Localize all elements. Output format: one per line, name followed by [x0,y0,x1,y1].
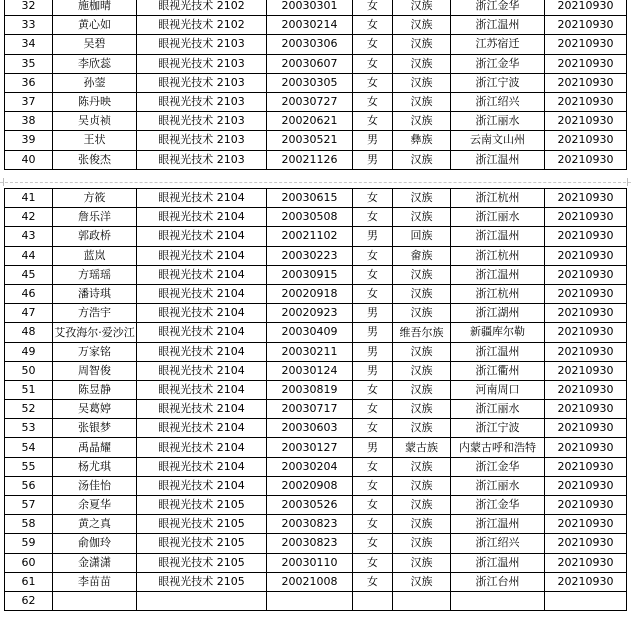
enroll-date-cell: 20210930 [545,572,627,591]
name-cell: 方筱 [53,189,137,208]
table-row [5,54,627,73]
gender-cell: 女 [353,189,393,208]
enroll-date-cell: 20210930 [545,227,627,246]
birthdate-cell: 20030110 [267,553,353,572]
gender-cell: 女 [353,419,393,438]
ethnicity-cell: 汉族 [393,150,451,169]
table-row [5,572,627,591]
seq-cell: 59 [5,534,53,553]
enroll-date-cell: 20210930 [545,92,627,111]
name-cell: 周智俊 [53,361,137,380]
page-break-line [0,182,631,183]
birthdate-cell: 20030508 [267,208,353,227]
seq-cell: 38 [5,112,53,131]
birthdate-cell [267,591,353,610]
name-cell: 艾孜海尔·爱沙江 [53,323,137,342]
table-row [5,591,627,610]
origin-cell: 浙江丽水 [451,208,545,227]
gender-cell: 女 [353,246,393,265]
ethnicity-cell: 汉族 [393,16,451,35]
class-cell: 眼视光技术 2104 [137,304,267,323]
table-row [5,189,627,208]
origin-cell: 浙江温州 [451,150,545,169]
seq-cell: 41 [5,189,53,208]
class-cell: 眼视光技术 2104 [137,246,267,265]
seq-cell: 46 [5,284,53,303]
seq-cell: 35 [5,54,53,73]
seq-cell: 57 [5,496,53,515]
table-row [5,131,627,150]
class-cell: 眼视光技术 2103 [137,92,267,111]
name-cell: 杨尤琪 [53,457,137,476]
enroll-date-cell: 20210930 [545,380,627,399]
class-cell [137,591,267,610]
ethnicity-cell: 汉族 [393,0,451,16]
gender-cell: 女 [353,457,393,476]
origin-cell: 河南周口 [451,380,545,399]
origin-cell: 浙江金华 [451,457,545,476]
enroll-date-cell: 20210930 [545,553,627,572]
birthdate-cell: 20030727 [267,92,353,111]
ethnicity-cell: 汉族 [393,35,451,54]
enroll-date-cell: 20210930 [545,342,627,361]
table-row [5,553,627,572]
table-row [5,150,627,169]
ethnicity-cell: 汉族 [393,572,451,591]
gender-cell: 男 [353,361,393,380]
student-table-bottom [4,188,627,611]
class-cell: 眼视光技术 2104 [137,284,267,303]
class-cell: 眼视光技术 2105 [137,572,267,591]
ethnicity-cell: 汉族 [393,476,451,495]
name-cell: 吴葛婷 [53,400,137,419]
birthdate-cell: 20021008 [267,572,353,591]
gender-cell: 女 [353,572,393,591]
gender-cell: 男 [353,227,393,246]
class-cell: 眼视光技术 2105 [137,553,267,572]
origin-cell: 浙江温州 [451,227,545,246]
birthdate-cell: 20030204 [267,457,353,476]
ethnicity-cell: 汉族 [393,553,451,572]
seq-cell: 53 [5,419,53,438]
table-row [5,534,627,553]
origin-cell: 浙江绍兴 [451,534,545,553]
ethnicity-cell: 汉族 [393,515,451,534]
class-cell: 眼视光技术 2104 [137,361,267,380]
table-row [5,476,627,495]
seq-cell: 62 [5,591,53,610]
class-cell: 眼视光技术 2103 [137,112,267,131]
ethnicity-cell: 蒙古族 [393,438,451,457]
class-cell: 眼视光技术 2102 [137,0,267,16]
page-corner-mark-left [3,178,14,186]
origin-cell: 浙江丽水 [451,400,545,419]
class-cell: 眼视光技术 2104 [137,419,267,438]
name-cell: 金潇潇 [53,553,137,572]
enroll-date-cell: 20210930 [545,304,627,323]
origin-cell: 浙江衢州 [451,361,545,380]
origin-cell: 江苏宿迁 [451,35,545,54]
class-cell: 眼视光技术 2103 [137,73,267,92]
seq-cell: 34 [5,35,53,54]
origin-cell: 浙江杭州 [451,246,545,265]
ethnicity-cell: 汉族 [393,265,451,284]
gender-cell: 女 [353,515,393,534]
gender-cell: 女 [353,284,393,303]
enroll-date-cell: 20210930 [545,476,627,495]
class-cell: 眼视光技术 2103 [137,131,267,150]
class-cell: 眼视光技术 2104 [137,323,267,342]
ethnicity-cell: 畲族 [393,246,451,265]
origin-cell: 浙江温州 [451,342,545,361]
seq-cell: 61 [5,572,53,591]
gender-cell: 男 [353,438,393,457]
ethnicity-cell: 汉族 [393,189,451,208]
enroll-date-cell [545,591,627,610]
name-cell: 陈丹映 [53,92,137,111]
origin-cell: 浙江温州 [451,515,545,534]
enroll-date-cell: 20210930 [545,189,627,208]
birthdate-cell: 20030305 [267,73,353,92]
seq-cell: 43 [5,227,53,246]
enroll-date-cell: 20210930 [545,16,627,35]
table-row [5,284,627,303]
enroll-date-cell: 20210930 [545,54,627,73]
gender-cell: 女 [353,496,393,515]
enroll-date-cell: 20210930 [545,419,627,438]
enroll-date-cell: 20210930 [545,534,627,553]
gender-cell: 女 [353,92,393,111]
origin-cell: 浙江湖州 [451,304,545,323]
ethnicity-cell: 维吾尔族 [393,323,451,342]
gender-cell: 女 [353,265,393,284]
birthdate-cell: 20020923 [267,304,353,323]
origin-cell: 浙江金华 [451,496,545,515]
origin-cell: 浙江宁波 [451,73,545,92]
origin-cell: 浙江金华 [451,0,545,16]
ethnicity-cell: 汉族 [393,284,451,303]
gender-cell: 女 [353,54,393,73]
ethnicity-cell: 汉族 [393,208,451,227]
class-cell: 眼视光技术 2104 [137,189,267,208]
birthdate-cell: 20030603 [267,419,353,438]
enroll-date-cell: 20210930 [545,400,627,419]
seq-cell: 39 [5,131,53,150]
gender-cell: 女 [353,400,393,419]
seq-cell: 55 [5,457,53,476]
birthdate-cell: 20021126 [267,150,353,169]
gender-cell: 女 [353,16,393,35]
ethnicity-cell: 汉族 [393,400,451,419]
seq-cell: 44 [5,246,53,265]
enroll-date-cell: 20210930 [545,438,627,457]
ethnicity-cell: 彝族 [393,131,451,150]
name-cell: 汤佳怡 [53,476,137,495]
table-row [5,112,627,131]
ethnicity-cell: 汉族 [393,92,451,111]
table-row [5,246,627,265]
enroll-date-cell: 20210930 [545,515,627,534]
seq-cell: 40 [5,150,53,169]
gender-cell: 女 [353,553,393,572]
table-row [5,35,627,54]
table-row [5,361,627,380]
ethnicity-cell: 汉族 [393,496,451,515]
gender-cell: 女 [353,73,393,92]
origin-cell: 浙江台州 [451,572,545,591]
ethnicity-cell [393,591,451,610]
birthdate-cell: 20030211 [267,342,353,361]
name-cell: 陈昱静 [53,380,137,399]
name-cell: 吴贞祯 [53,112,137,131]
ethnicity-cell: 汉族 [393,419,451,438]
name-cell: 张银梦 [53,419,137,438]
birthdate-cell: 20030915 [267,265,353,284]
class-cell: 眼视光技术 2103 [137,54,267,73]
gender-cell: 男 [353,323,393,342]
seq-cell: 36 [5,73,53,92]
origin-cell [451,591,545,610]
enroll-date-cell: 20210930 [545,150,627,169]
origin-cell: 新疆库尔勒 [451,323,545,342]
ethnicity-cell: 汉族 [393,112,451,131]
gender-cell: 男 [353,342,393,361]
table-row [5,380,627,399]
page-corner-mark-right [617,178,628,186]
table-row [5,16,627,35]
table-row [5,323,627,342]
seq-cell: 49 [5,342,53,361]
origin-cell: 云南文山州 [451,131,545,150]
gender-cell: 男 [353,304,393,323]
birthdate-cell: 20030409 [267,323,353,342]
birthdate-cell: 20030823 [267,515,353,534]
name-cell: 禹晶耀 [53,438,137,457]
name-cell: 万家铭 [53,342,137,361]
seq-cell: 45 [5,265,53,284]
origin-cell: 浙江杭州 [451,284,545,303]
name-cell: 黄之真 [53,515,137,534]
name-cell: 施枷晴 [53,0,137,16]
origin-cell: 内蒙古呼和浩特 [451,438,545,457]
name-cell [53,591,137,610]
origin-cell: 浙江温州 [451,16,545,35]
name-cell: 余夏华 [53,496,137,515]
class-cell: 眼视光技术 2104 [137,476,267,495]
origin-cell: 浙江宁波 [451,419,545,438]
name-cell: 蓝岚 [53,246,137,265]
birthdate-cell: 20030223 [267,246,353,265]
birthdate-cell: 20030615 [267,189,353,208]
table-row [5,304,627,323]
table-row [5,92,627,111]
class-cell: 眼视光技术 2103 [137,150,267,169]
enroll-date-cell: 20210930 [545,73,627,92]
student-table-top [4,0,627,170]
class-cell: 眼视光技术 2104 [137,265,267,284]
seq-cell: 33 [5,16,53,35]
gender-cell: 女 [353,208,393,227]
enroll-date-cell: 20210930 [545,496,627,515]
birthdate-cell: 20020621 [267,112,353,131]
ethnicity-cell: 汉族 [393,342,451,361]
ethnicity-cell: 汉族 [393,457,451,476]
enroll-date-cell: 20210930 [545,361,627,380]
origin-cell: 浙江金华 [451,54,545,73]
table-row [5,496,627,515]
origin-cell: 浙江丽水 [451,112,545,131]
birthdate-cell: 20030819 [267,380,353,399]
name-cell: 潘诗琪 [53,284,137,303]
class-cell: 眼视光技术 2104 [137,342,267,361]
seq-cell: 56 [5,476,53,495]
name-cell: 黄心如 [53,16,137,35]
enroll-date-cell: 20210930 [545,112,627,131]
table-row [5,73,627,92]
table-row [5,419,627,438]
enroll-date-cell: 20210930 [545,131,627,150]
birthdate-cell: 20030127 [267,438,353,457]
birthdate-cell: 20021102 [267,227,353,246]
class-cell: 眼视光技术 2103 [137,35,267,54]
seq-cell: 50 [5,361,53,380]
table-row [5,208,627,227]
gender-cell: 女 [353,534,393,553]
seq-cell: 52 [5,400,53,419]
ethnicity-cell: 汉族 [393,380,451,399]
seq-cell: 60 [5,553,53,572]
name-cell: 詹乐洋 [53,208,137,227]
name-cell: 吴碧 [53,35,137,54]
name-cell: 孙蓥 [53,73,137,92]
name-cell: 李欣蕊 [53,54,137,73]
seq-cell: 48 [5,323,53,342]
name-cell: 俞伽玲 [53,534,137,553]
gender-cell: 女 [353,380,393,399]
ethnicity-cell: 汉族 [393,73,451,92]
seq-cell: 58 [5,515,53,534]
birthdate-cell: 20030823 [267,534,353,553]
class-cell: 眼视光技术 2104 [137,400,267,419]
table-row [5,342,627,361]
birthdate-cell: 20030214 [267,16,353,35]
enroll-date-cell: 20210930 [545,246,627,265]
enroll-date-cell: 20210930 [545,323,627,342]
gender-cell: 女 [353,35,393,54]
class-cell: 眼视光技术 2102 [137,16,267,35]
origin-cell: 浙江绍兴 [451,92,545,111]
ethnicity-cell: 汉族 [393,54,451,73]
birthdate-cell: 20030526 [267,496,353,515]
ethnicity-cell: 汉族 [393,534,451,553]
gender-cell: 女 [353,0,393,16]
class-cell: 眼视光技术 2104 [137,208,267,227]
class-cell: 眼视光技术 2104 [137,227,267,246]
table-row [5,265,627,284]
class-cell: 眼视光技术 2105 [137,496,267,515]
birthdate-cell: 20020908 [267,476,353,495]
gender-cell: 男 [353,131,393,150]
ethnicity-cell: 汉族 [393,361,451,380]
gender-cell: 女 [353,476,393,495]
seq-cell: 37 [5,92,53,111]
class-cell: 眼视光技术 2104 [137,438,267,457]
seq-cell: 54 [5,438,53,457]
origin-cell: 浙江温州 [451,553,545,572]
birthdate-cell: 20030607 [267,54,353,73]
table-row [5,515,627,534]
enroll-date-cell: 20210930 [545,0,627,16]
ethnicity-cell: 汉族 [393,304,451,323]
origin-cell: 浙江丽水 [451,476,545,495]
gender-cell: 男 [353,150,393,169]
name-cell: 郭政桥 [53,227,137,246]
table-row [5,0,627,16]
birthdate-cell: 20030717 [267,400,353,419]
enroll-date-cell: 20210930 [545,265,627,284]
table-row [5,400,627,419]
class-cell: 眼视光技术 2104 [137,380,267,399]
name-cell: 李苗苗 [53,572,137,591]
birthdate-cell: 20030124 [267,361,353,380]
table-row [5,457,627,476]
enroll-date-cell: 20210930 [545,208,627,227]
name-cell: 王状 [53,131,137,150]
name-cell: 方瑶瑶 [53,265,137,284]
seq-cell: 47 [5,304,53,323]
ethnicity-cell: 回族 [393,227,451,246]
name-cell: 方浩宇 [53,304,137,323]
name-cell: 张俊杰 [53,150,137,169]
enroll-date-cell: 20210930 [545,35,627,54]
seq-cell: 42 [5,208,53,227]
enroll-date-cell: 20210930 [545,457,627,476]
origin-cell: 浙江杭州 [451,189,545,208]
birthdate-cell: 20020918 [267,284,353,303]
gender-cell: 女 [353,112,393,131]
class-cell: 眼视光技术 2105 [137,534,267,553]
origin-cell: 浙江温州 [451,265,545,284]
enroll-date-cell: 20210930 [545,284,627,303]
class-cell: 眼视光技术 2105 [137,515,267,534]
gender-cell [353,591,393,610]
birthdate-cell: 20030521 [267,131,353,150]
birthdate-cell: 20030301 [267,0,353,16]
seq-cell: 51 [5,380,53,399]
birthdate-cell: 20030306 [267,35,353,54]
seq-cell: 32 [5,0,53,16]
table-row [5,438,627,457]
table-row [5,227,627,246]
class-cell: 眼视光技术 2104 [137,457,267,476]
